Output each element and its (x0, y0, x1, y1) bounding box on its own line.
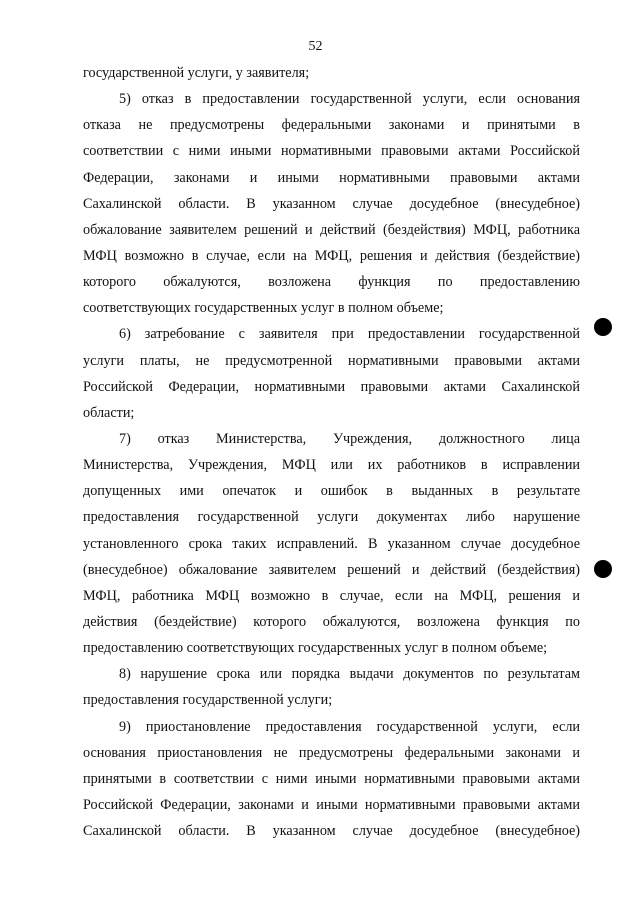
text-line: установленного срока таких исправлений. В указанном случае досудебное (83, 535, 580, 552)
text-line: Министерства, Учреждения, МФЦ или их работников в исправлении (83, 457, 580, 474)
text-line: предоставлению соответствующих государственных услуг в полном объеме; (83, 640, 548, 657)
text-line: предоставления государственной услуги; (83, 692, 333, 709)
text-line: отказа не предусмотрены федеральными законами и принятыми в (83, 117, 580, 134)
text-line: государственной услуги, у заявителя; (83, 65, 310, 81)
punch-hole-lower (594, 560, 612, 578)
text-line: предоставления государственной услуги документах либо нарушение (83, 509, 580, 526)
text-line: области; (83, 404, 135, 421)
text-line: принятыми в соответствии с ними иными нормативными правовыми актами (83, 770, 580, 787)
text-line: 6) затребование с заявителя при предоставлении государственной (119, 326, 580, 343)
text-line: Федерации, законами и иными нормативными правовыми актами (83, 169, 580, 186)
text-line: обжалование заявителем решений и действий (бездействия) МФЦ, работника (83, 221, 580, 238)
document-body (83, 60, 580, 844)
text-line: услуги платы, не предусмотренной нормативными правовыми актами (83, 352, 580, 369)
text-line: действия (бездействие) которого обжалуются, возложена функция по (83, 613, 580, 630)
text-line: 8) нарушение срока или порядка выдачи документов по результатам (119, 666, 580, 683)
text-line: МФЦ возможно в случае, если на МФЦ, решения и действия (бездействие) (83, 247, 580, 264)
text-line: которого обжалуются, возложена функция по предоставлению (83, 274, 580, 291)
text-line: 9) приостановление предоставления государственной услуги, если (119, 718, 580, 735)
text-line: соответствии с ними иными нормативными правовыми актами Российской (83, 143, 580, 160)
page-number: 52 (308, 39, 323, 54)
text-line: Сахалинской области. В указанном случае досудебное (внесудебное) (83, 195, 580, 212)
text-line: 5) отказ в предоставлении государственной услуги, если основания (119, 91, 580, 108)
text-line: Российской Федерации, нормативными правовыми актами Сахалинской (83, 378, 580, 395)
punch-hole-upper (594, 318, 612, 336)
text-line: Российской Федерации, законами и иными нормативными правовыми актами (83, 796, 580, 813)
text-line: соответствующих государственных услуг в полном объеме; (83, 300, 444, 317)
text-line: МФЦ, работника МФЦ возможно в случае, если на МФЦ, решения и (83, 587, 580, 604)
text-line: Сахалинской области. В указанном случае досудебное (внесудебное) (83, 823, 580, 840)
text-line: (внесудебное) обжалование заявителем решений и действий (бездействия) (83, 561, 580, 578)
text-line: допущенных ими опечаток и ошибок в выданных в результате (83, 483, 580, 500)
text-line: основания приостановления не предусмотрены федеральными законами и (83, 744, 580, 761)
text-line: 7) отказ Министерства, Учреждения, должностного лица (119, 430, 580, 447)
